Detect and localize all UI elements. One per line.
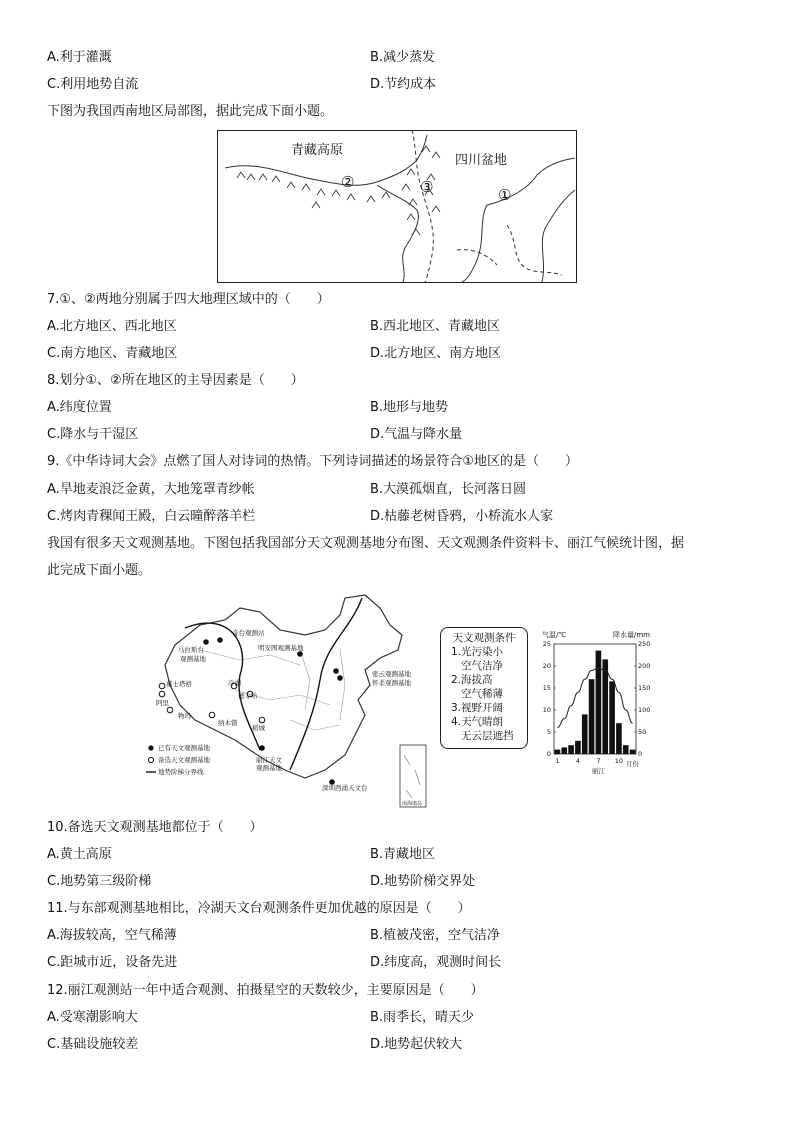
site-label: 纳木错 xyxy=(218,719,238,727)
site-label: 物玛 xyxy=(178,712,191,720)
precipitation-bar xyxy=(609,681,615,754)
precipitation-bar xyxy=(561,747,567,754)
card-item: 3.视野开阔 xyxy=(451,702,504,714)
q8-option-c: C.降水与干湿区 xyxy=(47,427,139,442)
card-item: 空气洁净 xyxy=(461,660,503,672)
left-tick-label: 0 xyxy=(546,750,551,758)
marker-3: ③ xyxy=(420,178,434,196)
site-label: 德令哈 xyxy=(238,692,258,700)
q6-option-a: A.利于灌溉 xyxy=(47,50,112,65)
right-tick-label: 50 xyxy=(638,728,647,736)
legend-candidate: 备选天文观测基地 xyxy=(158,756,210,764)
q7-option-d: D.北方地区、南方地区 xyxy=(370,346,502,361)
site-label: 观测基地 xyxy=(180,655,206,663)
q7-option-b: B.西北地区、青藏地区 xyxy=(370,319,501,334)
plot-frame xyxy=(554,644,636,754)
q12-stem: 12.丽江观测站一年中适合观测、拍摄星空的天数较少，主要原因是（ ） xyxy=(47,983,484,998)
precipitation-bar xyxy=(589,679,595,754)
card-item: 2.海拔高 xyxy=(451,674,493,686)
q10-option-b: B.青藏地区 xyxy=(370,847,436,862)
q12-option-c: C.基础设施较差 xyxy=(47,1037,139,1052)
precipitation-bar xyxy=(616,723,622,754)
right-tick-label: 150 xyxy=(638,684,651,692)
site-label: 丽江天文 xyxy=(256,756,282,764)
x-tick-label: 7 xyxy=(596,757,601,765)
x-tick-label: 10 xyxy=(614,757,624,765)
y-right-label: 降水量/mm xyxy=(613,631,650,639)
q9-stem: 9.《中华诗词大会》点燃了国人对诗词的热情。下列诗词描述的场景符合①地区的是（ ） xyxy=(47,454,579,469)
site-label: 冷湖 xyxy=(228,679,241,687)
right-tick-label: 0 xyxy=(638,750,643,758)
southwest-china-map xyxy=(217,130,577,283)
q12-option-b: B.雨季长，晴天少 xyxy=(370,1010,475,1025)
site-label: 明安图观测基地 xyxy=(258,644,304,652)
precipitation-bar xyxy=(623,745,629,754)
left-tick-label: 15 xyxy=(542,684,551,692)
site-label: 马拉斯台 xyxy=(178,646,204,654)
q9-option-d: D.枯藤老树昏鸦，小桥流水人家 xyxy=(370,509,554,524)
precipitation-bar xyxy=(596,651,602,754)
chart-title: 丽江 xyxy=(592,767,605,775)
q10-option-a: A.黄土高原 xyxy=(47,847,112,862)
x-tick-label: 1 xyxy=(555,757,560,765)
q8-option-a: A.纬度位置 xyxy=(47,400,112,415)
q8-stem: 8.划分①、②所在地区的主导因素是（ ） xyxy=(47,373,304,388)
temperature-line xyxy=(557,668,632,727)
q11-option-d: D.纬度高，观测时间长 xyxy=(370,955,502,970)
site-label: 慕士塔格 xyxy=(166,680,192,688)
site-label: 奇台观测站 xyxy=(232,629,265,637)
site-label: 深圳西涌天文台 xyxy=(322,784,368,792)
site-label: 密云观测基地 xyxy=(372,670,411,678)
site-label: 观测基地 xyxy=(256,764,282,772)
q9-option-c: C.烤肉青稞闻王殿，白云曈醉落羊栏 xyxy=(47,509,256,524)
left-tick-label: 25 xyxy=(542,640,551,648)
q6-option-b: B.减少蒸发 xyxy=(370,50,436,65)
q6-option-c: C.利用地势自流 xyxy=(47,77,139,92)
card-item: 无云层遮挡 xyxy=(461,730,514,742)
q12-option-d: D.地势起伏较大 xyxy=(370,1037,463,1052)
q9-option-a: A.旱地麦浪泛金黄，大地笼罩青纱帐 xyxy=(47,482,255,497)
card-item: 空气稀薄 xyxy=(461,688,503,700)
precipitation-bar xyxy=(575,741,581,754)
q7-option-a: A.北方地区、西北地区 xyxy=(47,319,177,334)
q11-stem: 11.与东部观测基地相比，冷湖天文台观测条件更加优越的原因是（ ） xyxy=(47,901,471,916)
intro-observatory-line2: 此完成下面小题。 xyxy=(47,563,152,578)
q10-stem: 10.备选天文观测基地都位于（ ） xyxy=(47,820,263,835)
q10-option-d: D.地势阶梯交界处 xyxy=(370,874,476,889)
lijiang-climate-chart xyxy=(540,626,660,776)
x-tick-label: 4 xyxy=(575,757,580,765)
south-china-sea-inset xyxy=(400,745,426,807)
left-tick-label: 20 xyxy=(542,662,551,670)
inset-label: 南海诸岛 xyxy=(402,801,423,807)
q11-option-a: A.海拔较高，空气稀薄 xyxy=(47,928,177,943)
precipitation-bar xyxy=(555,750,561,754)
right-tick-label: 250 xyxy=(638,640,651,648)
precipitation-bar xyxy=(582,714,588,754)
observatory-distribution-map xyxy=(140,590,430,810)
marker-2: ② xyxy=(341,173,355,191)
q6-option-d: D.节约成本 xyxy=(370,77,437,92)
card-title: 天文观测条件 xyxy=(452,632,516,644)
legend-existing: 已有天文观测基地 xyxy=(158,744,210,752)
observation-conditions-card xyxy=(440,627,528,749)
legend-boundary: 地势阶梯分界线 xyxy=(158,768,204,776)
q11-option-c: C.距城市近，设备先进 xyxy=(47,955,178,970)
intro-map1: 下图为我国西南地区局部图，据此完成下面小题。 xyxy=(47,104,334,119)
precipitation-bar xyxy=(602,659,608,754)
precipitation-bar xyxy=(630,750,636,754)
left-tick-label: 5 xyxy=(546,728,551,736)
label-qinghai-tibet-plateau: 青藏高原 xyxy=(291,143,344,158)
card-item: 4.天气晴朗 xyxy=(451,716,504,728)
right-tick-label: 200 xyxy=(638,662,651,670)
marker-1: ① xyxy=(498,186,512,204)
site-label: 稻城 xyxy=(252,724,265,732)
precipitation-bar xyxy=(568,745,574,754)
card-item: 1.光污染小 xyxy=(451,646,504,658)
site-label: 怀柔观测基地 xyxy=(372,679,411,687)
q12-option-a: A.受寒潮影响大 xyxy=(47,1010,138,1025)
left-tick-label: 10 xyxy=(542,706,551,714)
q7-option-c: C.南方地区、青藏地区 xyxy=(47,346,178,361)
q7-stem: 7.①、②两地分别属于四大地理区域中的（ ） xyxy=(47,292,330,307)
label-sichuan-basin: 四川盆地 xyxy=(455,153,508,168)
y-left-label: 气温/℃ xyxy=(542,631,567,639)
site-label: 阿里 xyxy=(156,699,169,707)
right-tick-label: 100 xyxy=(638,706,651,714)
q10-option-c: C.地势第三级阶梯 xyxy=(47,874,152,889)
q8-option-b: B.地形与地势 xyxy=(370,400,449,415)
map-legend xyxy=(146,743,211,776)
intro-observatory-line1: 我国有很多天文观测基地。下图包括我国部分天文观测基地分布图、天文观测条件资料卡、丽江气候统计图，据 xyxy=(47,536,685,551)
q11-option-b: B.植被茂密，空气洁净 xyxy=(370,928,501,943)
q9-option-b: B.大漠孤烟直，长河落日圆 xyxy=(370,482,527,497)
x-axis-label: 月份 xyxy=(626,760,639,768)
q8-option-d: D.气温与降水量 xyxy=(370,427,463,442)
